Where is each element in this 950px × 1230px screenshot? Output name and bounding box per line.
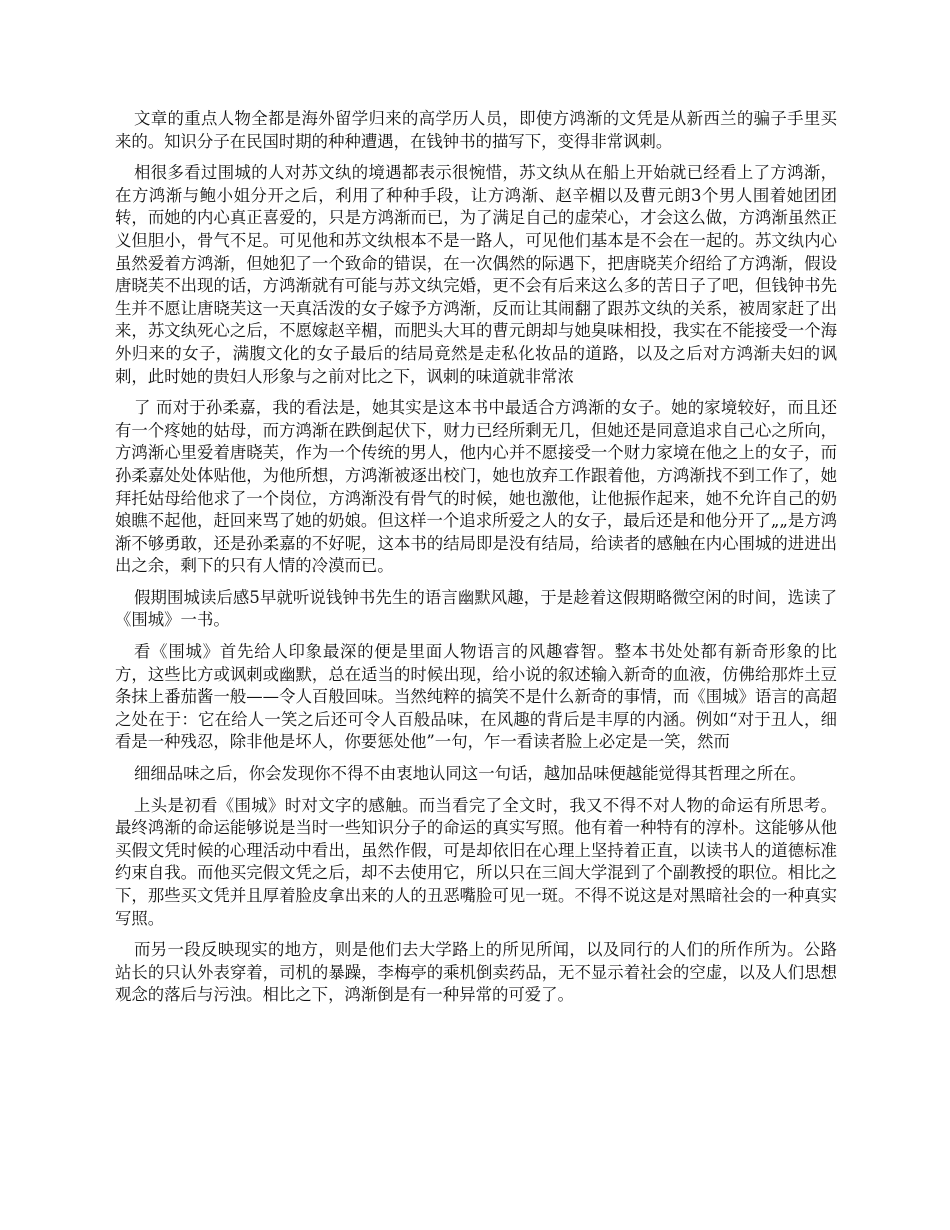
document-page xyxy=(115,108,837,1016)
paragraph: 文章的重点人物全都是海外留学归来的高学历人员，即使方鸿渐的文凭是从新西兰的骗子手里买来的。知识分子在民国时期的种种遭遇，在钱钟书的描写下，变得非常讽刺。 xyxy=(115,109,837,151)
paragraph: 假期围城读后感5早就听说钱钟书先生的语言幽默风趣，于是趁着这假期略微空闲的时间，选读了《围城》一书。 xyxy=(115,587,837,630)
paragraph: 了 而对于孙柔嘉，我的看法是，她其实是这本书中最适合方鸿渐的女子。她的家境较好，而且还有一个疼她的姑母，而方鸿渐在跌倒起伏下，财力已经所剩无几，但她还是同意追求自己心之所向，方鸿渐心里爱着唐晓芙，作为一个传统的男人，他内心并不愿接受一个财力家境在他之上的女子，而孙柔嘉处处体贴他，为他所想，方鸿渐被逐出校门，她也放弃工作跟着他，方鸿渐找不到工作了，她拜托姑母给他求了一个岗位，方鸿渐没有骨气的时候，她也激他，让他振作起来，她不允许自己的奶娘瞧不起他，赶回来骂了她的奶娘。但这样一个追求所爱之人的女子，最后还是和他分开了„„是方鸿渐不够勇敢，还是孙柔嘉的不好呢，这本书的结局即是没有结局，给读者的感触在内心围城的进进出出之余，剩下的只有人情的冷漠而已。 xyxy=(115,398,837,576)
paragraph: 相很多看过围城的人对苏文纨的境遇都表示很惋惜，苏文纨从在船上开始就已经看上了方鸿渐，在方鸿渐与鲍小姐分开之后，利用了种种手段，让方鸿渐、赵辛楣以及曹元朗3个男人围着她团团转，而她的内心真正喜爱的，只是方鸿渐而已，为了满足自己的虚荣心，才会这么做，方鸿渐虽然正义但胆小，骨气不足。可见他和苏文纨根本不是一路人，可见他们基本是不会在一起的。苏文纨内心虽然爱着方鸿渐，但她犯了一个致命的错误，在一次偶然的际遇下，把唐晓芙介绍给了方鸿渐，假设唐晓芙不出现的话，方鸿渐就有可能与苏文纨完婚，更不会有后来这么多的苦日子了吧，但钱钟书先生并不愿让唐晓芙这一天真活泼的女子嫁予方鸿渐，反而让其闹翻了跟苏文纨的关系，被周家赶了出来，苏文纨死心之后，不愿嫁赵辛楣，而肥头大耳的曹元朗却与她臭味相投，我实在不能接受一个海外归来的女子，满腹文化的女子最后的结局竟然是走私化妆品的道路，以及之后对方鸿渐夫妇的讽刺，此时她的贵妇人形象与之前对比之下，讽刺的味道就非常浓 xyxy=(115,163,837,386)
paragraph: 细细品味之后，你会发现你不得不由衷地认同这一句话，越加品味便越能觉得其哲理之所在。 xyxy=(134,764,807,784)
paragraph: 看《围城》首先给人印象最深的便是里面人物语言的风趣睿智。整本书处处都有新奇形象的比方，这些比方或讽刺或幽默，总在适当的时候出现，给小说的叙述输入新奇的血液，仿佛给那炸土豆条抹上番茄酱一般——令人百般回味。当然纯粹的搞笑不是什么新奇的事情，而《围城》语言的高超之处在于：它在给人一笑之后还可令人百般品味，在风趣的背后是丰厚的内涵。例如“对于丑人，细看是一种残忍，除非他是坏人，你要惩处他”一句，乍一看读者脸上必定是一笑，然而 xyxy=(115,642,837,752)
paragraph: 而另一段反映现实的地方，则是他们去大学路上的所见所闻，以及同行的人们的所作所为。公路站长的只认外表穿着，司机的暴躁，李梅亭的乘机倒卖药品，无不显示着社会的空虚，以及人们思想观念的落后与污浊。相比之下，鸿渐倒是有一种异常的可爱了。 xyxy=(115,940,837,1005)
paragraph: 上头是初看《围城》时对文字的感触。而当看完了全文时，我又不得不对人物的命运有所思考。最终鸿渐的命运能够说是当时一些知识分子的命运的真实写照。他有着一种特有的淳朴。这能够从他买假文凭时候的心理活动中看出，虽然作假，可是却依旧在心理上坚持着正直，以读书人的道德标准约束自我。而他买完假文凭之后，却不去使用它，所以只在三闾大学混到了个副教授的职位。相比之下，那些买文凭并且厚着脸皮拿出来的人的丑恶嘴脸可见一斑。不得不说这是对黑暗社会的一种真实写照。 xyxy=(115,795,837,928)
